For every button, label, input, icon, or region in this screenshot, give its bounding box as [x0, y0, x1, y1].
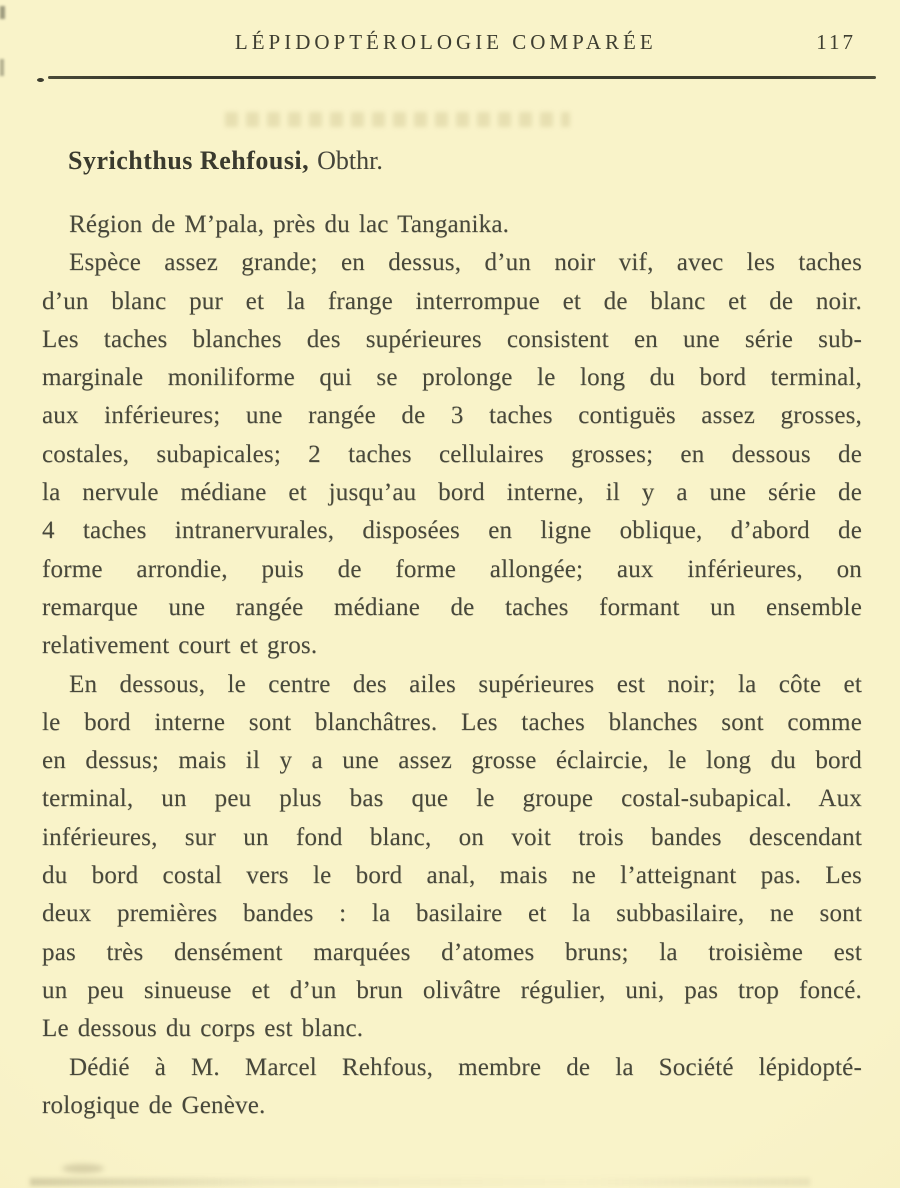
text-line: terminal, un peu plus bas que le groupe costal-subapical. Aux	[42, 785, 862, 813]
paragraph	[42, 206, 862, 244]
header-rule-dot	[37, 78, 44, 82]
text-line: Le dessous du corps est blanc.	[42, 1015, 364, 1043]
text-line: Les taches blanches des supérieures consistent en une série sub-	[42, 325, 862, 353]
species-heading	[68, 146, 383, 176]
paragraph	[42, 1049, 862, 1126]
text-line: relativement court et gros.	[42, 632, 318, 660]
text-line: forme arrondie, puis de forme allongée; aux inférieures, on	[42, 555, 862, 583]
species-author: Obthr.	[317, 146, 383, 175]
text-line: la nervule médiane et jusqu’au bord interne, il y a une série de	[42, 479, 862, 507]
page-number: 117	[816, 30, 856, 54]
text-line: en dessus; mais il y a une assez grosse éclaircie, le long du bord	[42, 747, 862, 775]
text-line: du bord costal vers le bord anal, mais ne l’atteignant pas. Les	[42, 862, 862, 890]
text-line: deux premières bandes : la basilaire et la subbasilaire, ne sont	[42, 900, 862, 928]
text-line: un peu sinueuse et d’un brun olivâtre régulier, uni, pas trop foncé.	[42, 976, 862, 1004]
text-line: pas très densément marquées d’atomes bruns; la troisième est	[42, 938, 862, 966]
text-line: Région de M’pala, près du lac Tanganika.	[69, 211, 510, 238]
text-line: En dessous, le centre des ailes supérieures est noir; la côte et	[69, 670, 862, 698]
paragraph	[42, 244, 862, 665]
header-rule	[48, 76, 876, 79]
text-line: costales, subapicales; 2 taches cellulaires grosses; en dessous de	[42, 440, 862, 468]
text-line: rologique de Genève.	[42, 1091, 266, 1119]
scan-smear	[30, 1178, 810, 1186]
scan-edge-artifact	[0, 6, 5, 19]
text-line: le bord interne sont blanchâtres. Les taches blanches sont comme	[42, 708, 862, 736]
text-line: marginale moniliforme qui se prolonge le long du bord terminal,	[42, 364, 862, 392]
scan-edge-artifact	[0, 59, 4, 76]
text-line: inférieures, sur un fond blanc, on voit trois bandes descendant	[42, 823, 862, 851]
running-header-title: LÉPIDOPTÉROLOGIE COMPARÉE	[234, 30, 657, 54]
text-line: Espèce assez grande; en dessus, d’un noir vif, avec les taches	[69, 249, 862, 277]
paragraph	[42, 666, 862, 1049]
text-line: 4 taches intranervurales, disposées en ligne oblique, d’abord de	[42, 517, 862, 545]
text-line: remarque une rangée médiane de taches formant un ensemble	[42, 593, 862, 621]
species-name: Syrichthus Rehfousi,	[68, 146, 310, 175]
scan-smudge	[62, 1164, 104, 1173]
text-line: d’un blanc pur et la frange interrompue et de blanc et de noir.	[42, 287, 862, 315]
ink-bleed-through	[225, 112, 570, 127]
text-line: aux inférieures; une rangée de 3 taches contiguës assez grosses,	[42, 402, 862, 430]
body-text	[42, 206, 862, 1125]
text-line: Dédié à M. Marcel Rehfous, membre de la Société lépidopté-	[69, 1053, 862, 1081]
